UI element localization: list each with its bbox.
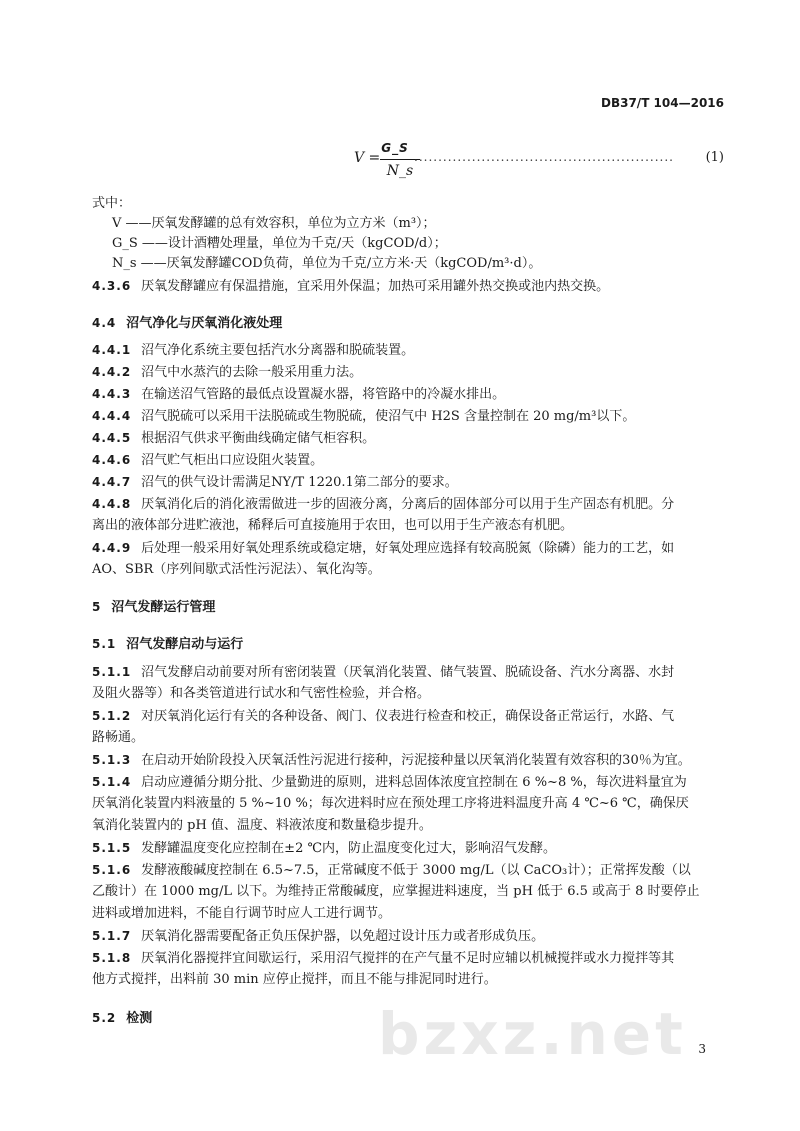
standard-code: DB37/T 104—2016 <box>601 96 724 110</box>
formula-1 <box>354 138 724 186</box>
where-item-v: V ——厌氧发酵罐的总有效容积，单位为立方米（m³）； <box>112 216 436 231</box>
clause-4-4-8-cont: 离出的液体部分进贮液池，稀释后可直接施用于农田，也可以用于生产液态有机肥。 <box>92 518 574 533</box>
formula-leader-dots: ...................................................... <box>414 150 674 164</box>
clause-5-1-6-cont-1: 乙酸计）在 1000 mg/L 以下。为维持正常酸碱度，应掌握进料速度，当 pH 低于 6.5 或高于 8 时要停止 <box>92 884 700 899</box>
clause-5-1-1: 5.1.1 沼气发酵启动前要对所有密闭装置（厌氧消化装置、储气装置、脱硫设备、汽水分离器、水封 <box>92 665 675 680</box>
clause-5-1-2: 5.1.2 对厌氧消化运行有关的各种设备、阀门、仪表进行检查和校正，确保设备正常运行，水路、气 <box>92 709 675 724</box>
clause-4-4-6: 4.4.6 沼气贮气柜出口应设阻火装置。 <box>92 453 324 468</box>
clause-4-4-3: 4.4.3 在输送沼气管路的最低点设置凝水器，将管路中的冷凝水排出。 <box>92 387 506 402</box>
clause-5-1-3: 5.1.3 在启动开始阶段投入厌氧活性污泥进行接种，污泥接种量以厌氧消化装置有效容积的30％为宜。 <box>92 753 691 768</box>
where-item-ns: N_s ——厌氧发酵罐COD负荷，单位为千克/立方米·天（kgCOD/m³·d）。 <box>112 256 542 271</box>
clause-5-1-6: 5.1.6 发酵液酸碱度控制在 6.5~7.5，正常碱度不低于 3000 mg/L（以 CaCO₃计）；正常挥发酸（以 <box>92 863 691 878</box>
clause-4-4-8: 4.4.8 厌氧消化后的消化液需做进一步的固液分离，分离后的固体部分可以用于生产固态有机肥。分 <box>92 497 675 512</box>
equation-number: (1) <box>705 150 724 165</box>
clause-4-4-5: 4.4.5 根据沼气供求平衡曲线确定储气柜容积。 <box>92 431 376 446</box>
clause-5-1-7: 5.1.7 厌氧消化器需要配备正负压保护器，以免超过设计压力或者形成负压。 <box>92 929 545 944</box>
clause-5-1-4-cont-2: 氧消化装置内的 pH 值、温度、料液浓度和数量稳步提升。 <box>92 818 432 833</box>
clause-4-4-2: 4.4.2 沼气中水蒸汽的去除一般采用重力法。 <box>92 365 363 380</box>
heading-5-1: 5.1 沼气发酵启动与运行 <box>92 637 244 652</box>
clause-4-4-7: 4.4.7 沼气的供气设计需满足NY/T 1220.1第二部分的要求。 <box>92 475 458 490</box>
formula-denominator: N_s <box>386 163 414 179</box>
clause-4-4-4: 4.4.4 沼气脱硫可以采用干法脱硫或生物脱硫，使沼气中 H2S 含量控制在 20 mg/m³以下。 <box>92 409 636 424</box>
heading-4-4: 4.4 沼气净化与厌氧消化液处理 <box>92 316 283 331</box>
clause-4-4-9: 4.4.9 后处理一般采用好氧处理系统或稳定塘，好氧处理应选择有较高脱氮（除磷）能力的工艺，如 <box>92 541 675 556</box>
heading-5: 5 沼气发酵运行管理 <box>92 600 216 615</box>
clause-4-4-9-cont: AO、SBR（序列间歇式活性污泥法）、氧化沟等。 <box>92 562 381 577</box>
clause-5-1-8: 5.1.8 厌氧消化器搅拌宜间歇运行，采用沼气搅拌的在产气量不足时应辅以机械搅拌或水力搅拌等其 <box>92 951 675 966</box>
formula-numerator: G_S <box>381 141 409 155</box>
page-number: 3 <box>698 1042 706 1056</box>
watermark: bzxz.net <box>378 1000 687 1068</box>
clause-4-4-1: 4.4.1 沼气净化系统主要包括汽水分离器和脱硫装置。 <box>92 343 415 358</box>
clause-5-1-5: 5.1.5 发酵罐温度变化应控制在±2 ℃内，防止温度变化过大，影响沼气发酵。 <box>92 841 557 856</box>
clause-5-1-4: 5.1.4 启动应遵循分期分批、少量勤进的原则，进料总固体浓度宜控制在 6 %~8 %，每次进料量宜为 <box>92 775 687 790</box>
formula-lhs: V = <box>354 150 381 166</box>
clause-5-1-6-cont-2: 进料或增加进料，不能自行调节时应人工进行调节。 <box>92 906 392 921</box>
clause-4-3-6: 4.3.6 厌氧发酵罐应有保温措施，宜采用外保温；加热可采用罐外热交换或池内热交换。 <box>92 279 610 294</box>
heading-5-2: 5.2 检测 <box>92 1011 153 1026</box>
clause-5-1-1-cont: 及阻火器等）和各类管道进行试水和气密性检验，并合格。 <box>92 686 431 701</box>
where-item-gs: G_S ——设计酒糟处理量，单位为千克/天（kgCOD/d）； <box>112 236 447 251</box>
where-label: 式中： <box>92 196 132 211</box>
clause-5-1-2-cont: 路畅通。 <box>92 730 145 745</box>
clause-5-1-4-cont-1: 厌氧消化装置内料液量的 5 %~10 %；每次进料时应在预处理工序将进料温度升高 4 ℃~6 ℃，确保厌 <box>92 796 689 811</box>
clause-5-1-8-cont: 他方式搅拌，出料前 30 min 应停止搅拌，而且不能与排泥同时进行。 <box>92 972 497 987</box>
